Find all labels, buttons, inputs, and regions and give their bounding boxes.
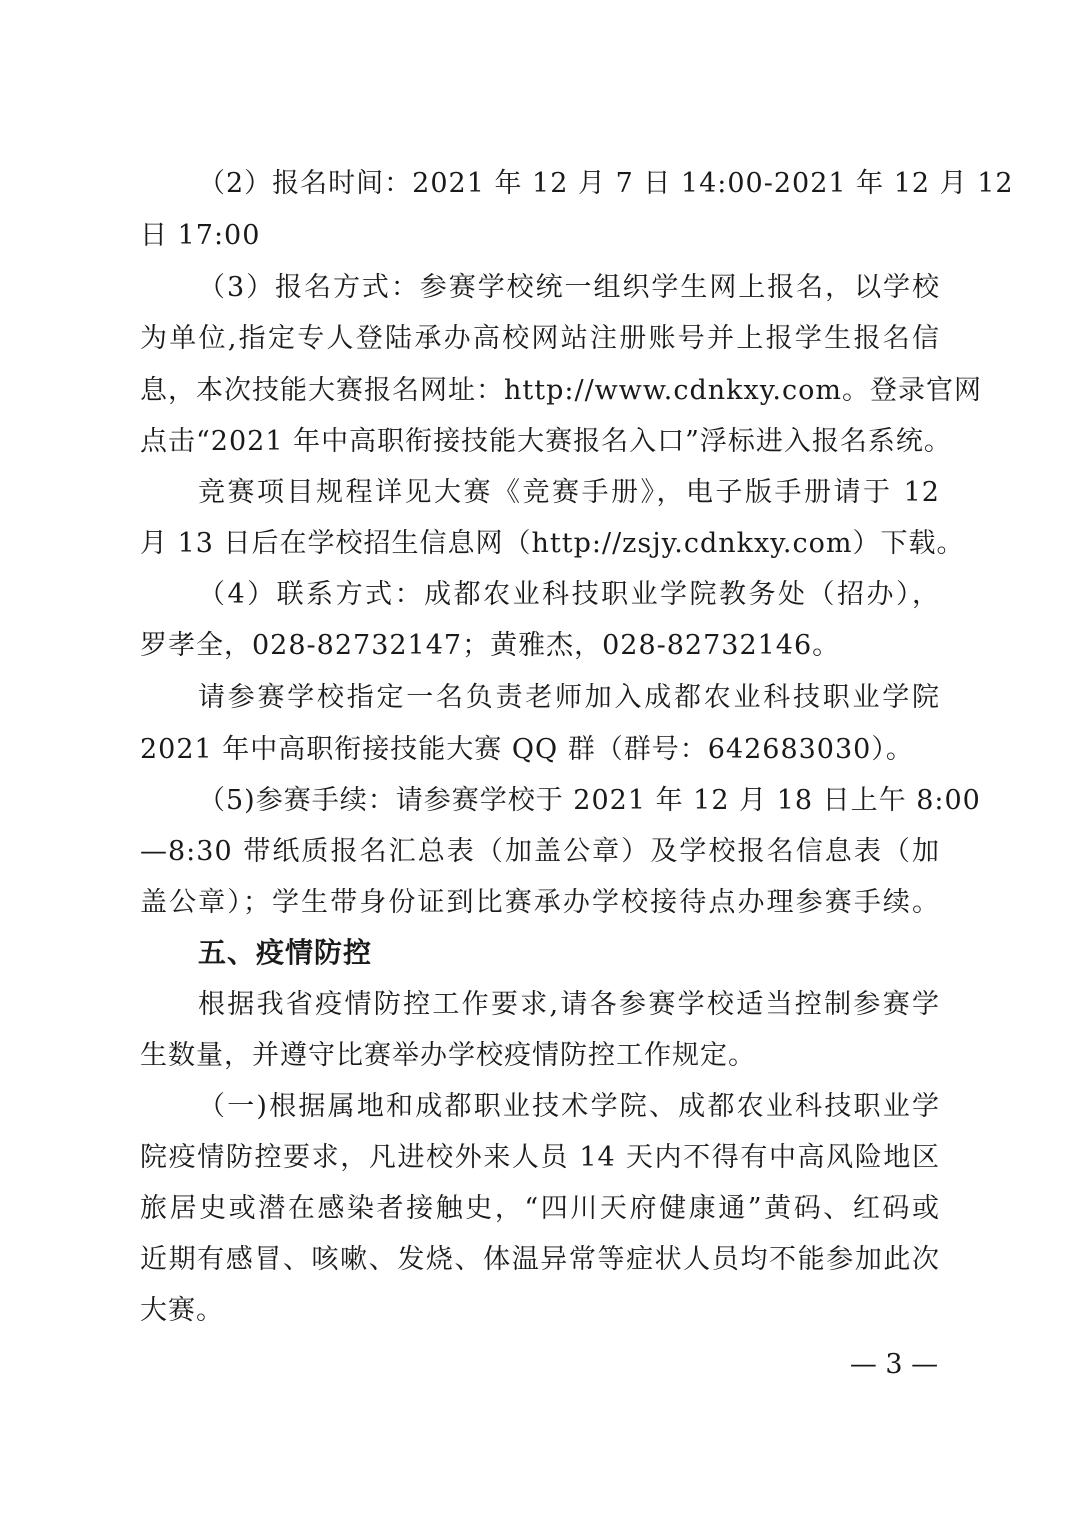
registration-time-line-2: 日 17:00: [140, 220, 261, 251]
epidemic-item-1-line-4: 近期有感冒、咳嗽、发烧、体温异常等症状人员均不能参加此次: [140, 1244, 940, 1275]
section-heading: 五、疫情防控: [198, 936, 373, 969]
registration-method-line-3: 息，本次技能大赛报名网址：http://www.cdnkxy.com。登录官网: [140, 375, 982, 406]
epidemic-intro-line-2: 生数量，并遵守比赛举办学校疫情防控工作规定。: [140, 1040, 756, 1071]
procedures-line-3: 盖公章）；学生带身份证到比赛承办学校接待点办理参赛手续。: [140, 887, 940, 918]
epidemic-item-1-line-3: 旅居史或潜在感染者接触史，“四川天府健康通”黄码、红码或: [140, 1193, 940, 1224]
qq-group-line-1: 请参赛学校指定一名负责老师加入成都农业科技职业学院: [198, 682, 940, 713]
qq-group-line-2: 2021 年中高职衔接技能大赛 QQ 群（群号：642683030）。: [140, 734, 914, 765]
rules-manual-line-1: 竞赛项目规程详见大赛《竞赛手册》，电子版手册请于 12: [198, 477, 940, 508]
contact-line-2: 罗孝全，028-82732147；黄雅杰，028-82732146。: [140, 630, 841, 661]
contact-line-1: （4）联系方式：成都农业科技职业学院教务处（招办），: [198, 579, 940, 610]
procedures-line-2: —8:30 带纸质报名汇总表（加盖公章）及学校报名信息表（加: [140, 836, 940, 867]
epidemic-item-1-line-1: （一)根据属地和成都职业技术学院、成都农业科技职业学: [198, 1091, 940, 1122]
rules-manual-line-2: 月 13 日后在学校招生信息网（http://zsjy.cdnkxy.com）下载。: [140, 528, 965, 559]
epidemic-item-1-line-5: 大赛。: [140, 1295, 224, 1326]
registration-method-line-2: 为单位,指定专人登陆承办高校网站注册账号并上报学生报名信: [140, 323, 940, 354]
epidemic-item-1-line-2: 院疫情防控要求，凡进校外来人员 14 天内不得有中高风险地区: [140, 1142, 940, 1173]
procedures-line-1: （5)参赛手续：请参赛学校于 2021 年 12 月 18 日上午 8:00: [198, 785, 981, 816]
registration-time-line-1: （2）报名时间：2021 年 12 月 7 日 14:00-2021 年 12 月 12: [198, 168, 1014, 199]
registration-method-line-4: 点击“2021 年中高职衔接技能大赛报名入口”浮标进入报名系统。: [140, 426, 952, 457]
page-number: — 3 —: [849, 1349, 939, 1380]
registration-method-line-1: （3）报名方式：参赛学校统一组织学生网上报名，以学校: [198, 272, 940, 303]
epidemic-intro-line-1: 根据我省疫情防控工作要求,请各参赛学校适当控制参赛学: [198, 989, 940, 1020]
